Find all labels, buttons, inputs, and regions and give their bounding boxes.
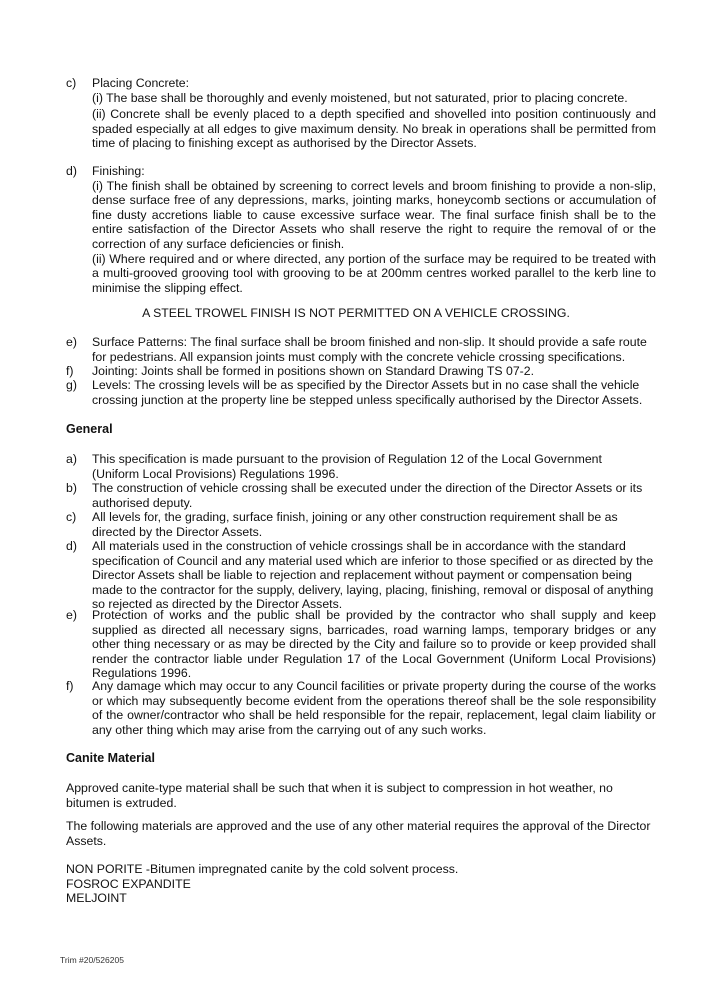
notice-steel-trowel: A STEEL TROWEL FINISH IS NOT PERMITTED ON A VEHICLE CROSSING. — [142, 306, 570, 320]
paragraph: (i) The finish shall be obtained by screening to correct levels and broom finishing to provide a non-slip, dense surface free of any depressions, marks, jointing marks, honeycomb sections or accumulation of fine dusty accretions liable to cause excessive surface wear. The final surface finish shall be to the entire satisfaction of the Director Assets who shall reserve the right to require the removal of or the correction of any surface deficiencies or finish. — [92, 178, 656, 251]
general-item-b — [66, 481, 656, 510]
item-g-levels — [66, 378, 656, 407]
item-e-surface-patterns — [66, 335, 656, 364]
item-title: Finishing: — [92, 164, 145, 178]
item-label: c) — [66, 510, 77, 524]
paragraph: (ii) Concrete shall be evenly placed to a depth specified and shovelled into position continuously and spaded especially at all edges to give maximum density. No break in operations shall be permitted from time of placing to finishing except as authorised by the Director Assets. — [92, 107, 656, 151]
list-item: FOSROC EXPANDITE — [66, 876, 191, 891]
paragraph: The construction of vehicle crossing shall be executed under the direction of the Director Assets or its authorised deputy. — [92, 481, 643, 510]
canite-heading: Canite Material — [66, 751, 155, 765]
paragraph: This specification is made pursuant to the provision of Regulation 12 of the Local Government (Uniform Local Provisions) Regulations 1996. — [92, 452, 602, 481]
paragraph: Levels: The crossing levels will be as specified by the Director Assets but in no case shall the vehicle crossing junction at the property line be stepped unless specifically authorised by the Director Assets. — [92, 378, 643, 407]
general-item-a — [66, 452, 656, 481]
canite-paragraph-1: Approved canite-type material shall be such that when it is subject to compression in hot weather, no bitumen is extruded. — [66, 781, 613, 810]
general-heading: General — [66, 422, 113, 436]
list-item: NON PORITE -Bitumen impregnated canite by the cold solvent process. — [66, 862, 459, 876]
item-label: g) — [66, 378, 77, 392]
item-f-jointing — [66, 364, 656, 379]
item-label: c) — [66, 76, 77, 90]
paragraph: (i) The base shall be thoroughly and evenly moistened, but not saturated, prior to placing concrete. — [92, 90, 628, 105]
general-item-e — [66, 608, 656, 681]
general-item-d — [66, 539, 656, 612]
item-label: f) — [66, 679, 74, 693]
item-c-placing-concrete — [66, 76, 656, 151]
paragraph: (ii) Where required and or where directed, any portion of the surface may be required to be treated with a multi-grooved grooving tool with grooving to be at 200mm centres worked parallel to the kerb line to minimise the slipping effect. — [92, 251, 656, 295]
item-title: Placing Concrete: — [92, 76, 190, 90]
paragraph: All levels for, the grading, surface finish, joining or any other construction requirement shall be as directed by the Director Assets. — [92, 510, 618, 539]
item-label: f) — [66, 364, 74, 378]
trim-reference: Trim #20/526205 — [60, 955, 124, 965]
general-item-f — [66, 679, 656, 737]
paragraph: Jointing: Joints shall be formed in positions shown on Standard Drawing TS 07-2. — [92, 364, 535, 378]
item-label: b) — [66, 481, 77, 495]
paragraph: Surface Patterns: The final surface shall be broom finished and non-slip. It should provide a safe route for pedestrians. All expansion joints must comply with the concrete vehicle crossing specifications. — [92, 335, 647, 364]
item-label: d) — [66, 539, 77, 553]
canite-paragraph-2: The following materials are approved and the use of any other material requires the approval of the Director Assets. — [66, 819, 651, 848]
materials-list — [66, 862, 656, 906]
list-item: MELJOINT — [66, 891, 127, 906]
item-label: e) — [66, 335, 77, 349]
item-label: e) — [66, 608, 77, 622]
general-item-c — [66, 510, 656, 539]
item-d-finishing — [66, 164, 656, 295]
paragraph: Any damage which may occur to any Council facilities or private property during the course of the works or which may subsequently become evident from the operations thereof shall be the sole responsibility of the owner/contractor who shall be held responsible for the repair, replacement, legal claim liability or any other thing which may arise from the carrying out of any such works. — [92, 679, 656, 737]
paragraph: All materials used in the construction of vehicle crossings shall be in accordance with the standard specification of Council and any material used which are inferior to those specified or as directed by the Director Assets shall be liable to rejection and replacement without payment or compensation being made to the contractor for the supply, delivery, laying, placing, finishing, removal or disposal of anything so rejected as directed by the Director Assets. — [92, 539, 654, 612]
paragraph: Protection of works and the public shall be provided by the contractor who shall supply and keep supplied as directed all necessary signs, barricades, road warning lamps, temporary bridges or any other thing necessary or as may be directed by the City and failure so to provide or keep provided shall render the contractor liable under Regulation 17 of the Local Government (Uniform Local Provisions) Regulations 1996. — [92, 608, 656, 681]
item-label: a) — [66, 452, 77, 466]
item-label: d) — [66, 164, 77, 178]
